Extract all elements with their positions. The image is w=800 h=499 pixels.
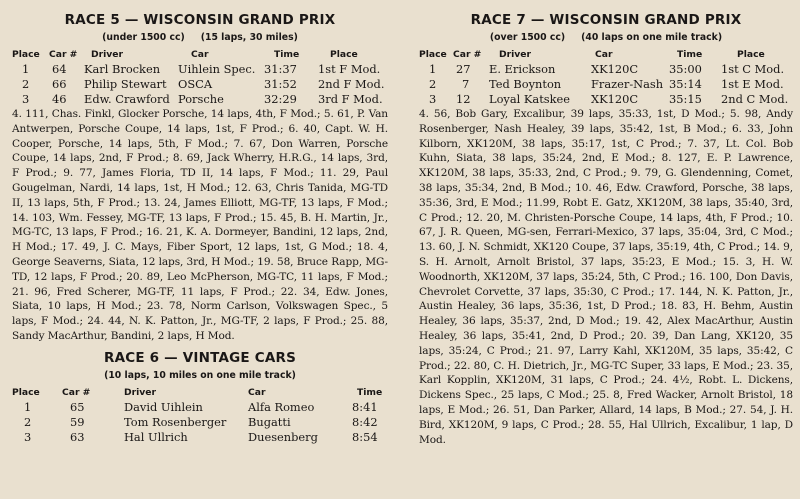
race5-subtitle [12, 31, 388, 44]
race5-title: RACE 5 — WISCONSIN GRAND PRIX [64, 12, 336, 28]
place: 1 [22, 62, 30, 76]
car: XK120C [591, 92, 639, 106]
car: Duesenberg [248, 429, 318, 444]
race5-section [12, 12, 388, 344]
header-driver: Driver [91, 49, 124, 60]
driver: Ted Boynton [489, 77, 562, 91]
race6-header-row [12, 385, 388, 400]
race6-subtitle [12, 369, 388, 382]
result-row [12, 430, 388, 445]
header-place: Place [12, 49, 40, 60]
car: OSCA [178, 77, 213, 91]
race5-class: (under 1500 cc) [102, 32, 185, 43]
header-car-number: Car # [49, 49, 78, 60]
race7-section [419, 12, 793, 447]
left-column [12, 0, 388, 445]
class-place: 2nd C Mod. [721, 92, 789, 106]
car-number: 27 [456, 62, 471, 76]
driver: Tom Rosenberger [124, 414, 227, 429]
class-place: 1st F Mod. [318, 62, 381, 76]
time: 8:41 [352, 399, 378, 414]
header-car-number: Car # [62, 386, 91, 398]
result-row [12, 415, 388, 430]
place: 1 [429, 62, 437, 76]
header-car: Car [595, 49, 613, 60]
race7-class: (over 1500 cc) [489, 32, 566, 43]
time: 31:52 [264, 77, 297, 91]
header-time: Time [274, 49, 300, 60]
car-number: 65 [70, 399, 85, 414]
result-row [12, 400, 388, 415]
driver: E. Erickson [489, 62, 556, 76]
time: 8:54 [352, 429, 378, 444]
car: Porsche [178, 92, 224, 106]
header-time: Time [677, 49, 703, 60]
car-number: 7 [462, 77, 470, 91]
car-number: 12 [456, 92, 471, 106]
header-class-place: Place [737, 49, 765, 60]
car-number: 59 [70, 414, 85, 429]
right-column [419, 0, 793, 447]
race7-header-row [419, 47, 793, 62]
driver: Philip Stewart [84, 77, 167, 91]
race7-subtitle [419, 31, 793, 44]
driver: David Uihlein [124, 399, 203, 414]
header-time: Time [357, 386, 383, 398]
car: Uihlein Spec. [178, 62, 256, 76]
car: Frazer-Nash [591, 77, 664, 91]
header-driver: Driver [499, 49, 532, 60]
result-row [419, 62, 793, 77]
result-row [419, 77, 793, 92]
place: 2 [429, 77, 437, 91]
place: 3 [22, 92, 30, 106]
car: Bugatti [248, 414, 291, 429]
car-number: 46 [52, 92, 67, 106]
header-car-number: Car # [453, 49, 482, 60]
result-row [12, 77, 388, 92]
race5-header-row [12, 47, 388, 62]
time: 35:14 [669, 77, 702, 91]
place: 3 [24, 429, 32, 444]
header-place: Place [419, 49, 447, 60]
place: 2 [24, 414, 32, 429]
race6-section [12, 350, 388, 445]
car-number: 66 [52, 77, 67, 91]
time: 31:37 [264, 62, 297, 76]
driver: Loyal Katskee [489, 92, 571, 106]
race6-title: RACE 6 — VINTAGE CARS [103, 349, 297, 366]
result-row [419, 92, 793, 107]
race6-distance: (10 laps, 10 miles on one mile track) [104, 369, 296, 381]
race7-title: RACE 7 — WISCONSIN GRAND PRIX [470, 12, 742, 28]
race5-distance: (15 laps, 30 miles) [200, 32, 298, 43]
result-row [12, 92, 388, 107]
header-driver: Driver [124, 386, 157, 398]
header-car: Car [248, 386, 266, 398]
car-number: 64 [52, 62, 67, 76]
time: 35:00 [669, 62, 702, 76]
time: 35:15 [669, 92, 702, 106]
header-class-place: Place [330, 49, 358, 60]
driver: Karl Brocken [84, 62, 161, 76]
place: 1 [24, 399, 32, 414]
place: 2 [22, 77, 30, 91]
place: 3 [429, 92, 437, 106]
class-place: 1st C Mod. [721, 62, 785, 76]
car: XK120C [591, 62, 639, 76]
race7-other-finishers: 4. 56, Bob Gary, Excalibur, 39 laps, 35:33, 1st, D Mod.; 5. 98, Andy Rosenberger, Nash Healey, 39 laps, 35:42, 1st, B Mod.; 6. 33, John Kilborn, XK120M, 38 laps, 35:17, 1st, C Prod.; 7. 37, Lt. Col. Bob Kuhn, Siata, 38 laps, 35:24, 2nd, E Mod.; 8. 127, E. P. Lawrence, XK120M, 38 laps, 35:33, 2nd, C Prod.; 9. 79, G. Glendenning, Comet, 38 laps, 35:34, 2nd, B Mod.; 10. 46, Edw. Crawford, Porsche, 38 laps, 35:36, 3rd, E Mod.; 11.99, Robt E. Gatz, XK120M, 38 laps, 35:40, 3rd, C Prod.; 12. 20, M. Christen-Porsche Coupe, 14 laps, 4th, F Prod.; 10. 67, J. R. Queen, MG-sen, Ferrari-Mexico, 37 laps, 35:04, 3rd, C Mod.; 13. 60, J. N. Schmidt, XK120 Coupe, 37 laps, 35:19, 4th, C Prod.; 14. 9, S. H. Arnolt, Arnolt Bristol, 37 laps, 35:23, E Mod.; 15. 3, H. W. Woodnorth, XK120M, 37 laps, 35:24, 5th, C Prod.; 16. 100, Don Davis, Chevrolet Corvette, 37 laps, 35:30, C Prod.; 17. 144, N. K. Patton, Jr., Austin Healey, 36 laps, 35:36, 1st, D Prod.; 18. 83, H. Behm, Austin Healey, 36 laps, 35:37, 2nd, D Mod.; 19. 42, Alex MacArthur, Austin Healey, 36 laps, 35:41, 2nd, D Prod.; 20. 39, Dan Lang, XK120, 35 laps, 35:24, C Prod.; 21. 97, Larry Kahl, XK120M, 35 laps, 35:42, C Prod.; 22. 80, C. H. Dietrich, Jr., MG-TC Super, 33 laps, E Mod.; 23. 35, Karl Kopplin, XK120M, 31 laps, C Prod.; 24. 4½, Robt. L. Dickens, Dickens Spec., 25 laps, C Mod.; 25. 8, Fred Wacker, Arnolt Bristol, 18 laps, E Mod.; 26. 51, Dan Parker, Allard, 14 laps, B Mod.; 27. 54, J. H. Bird, XK120M, 9 laps, C Prod.; 28. 55, Hal Ullrich, Excalibur, 1 lap, D Mod. [419, 108, 793, 446]
class-place: 2nd F Mod. [318, 77, 385, 91]
car: Alfa Romeo [248, 399, 315, 414]
header-car: Car [191, 49, 209, 60]
race7-distance: (40 laps on one mile track) [581, 32, 723, 43]
time: 32:29 [264, 92, 297, 106]
class-place: 3rd F Mod. [318, 92, 383, 106]
result-row [12, 62, 388, 77]
time: 8:42 [352, 414, 378, 429]
driver: Edw. Crawford [84, 92, 170, 106]
class-place: 1st E Mod. [721, 77, 784, 91]
car-number: 63 [70, 429, 85, 444]
driver: Hal Ullrich [124, 429, 188, 444]
race5-other-finishers: 4. 111, Chas. Finkl, Glocker Porsche, 14 laps, 4th, F Mod.; 5. 61, P. Van Antwerpen, Porsche Coupe, 14 laps, 1st, F Prod.; 6. 40, Capt. W. H. Cooper, Porsche, 14 laps, 5th, F Mod.; 7. 67, Don Warren, Porsche Coupe, 14 laps, 2nd, F Prod.; 8. 69, Jack Wherry, H.R.G., 14 laps, 3rd, F Prod.; 9. 77, James Floria, TD II, 14 laps, F Mod.; 11. 29, Paul Gougelman, Nardi, 14 laps, 1st, H Mod.; 12. 63, Chris Tanida, MG-TD II, 13 laps, 5th, F Prod.; 13. 24, James Elliott, MG-TF, 13 laps, F Mod.; 14. 103, Wm. Fessey, MG-TF, 13 laps, F Prod.; 15. 45, B. H. Martin, Jr., MG-TC, 13 laps, F Prod.; 16. 21, K. A. Dormeyer, Bandini, 12 laps, 2nd, H Mod.; 17. 49, J. C. Mays, Fiber Sport, 12 laps, 1st, G Mod.; 18. 4, George Seaverns, Siata, 12 laps, 3rd, H Mod.; 19. 58, Bruce Rapp, MG-TD, 12 laps, F Prod.; 20. 89, Leo McPherson, MG-TC, 11 laps, F Mod.; 21. 96, Fred Scherer, MG-TF, 11 laps, F Prod.; 22. 34, Edw. Jones, Siata, 10 laps, H Mod.; 23. 78, Norm Carlson, Volkswagen Spec., 5 laps, F Mod.; 24. 44, N. K. Patton, Jr., MG-TF, 2 laps, F Prod.; 25. 88, Sandy MacArthur, Bandini, 2 laps, H Mod. [12, 108, 388, 342]
header-place: Place [12, 386, 40, 398]
